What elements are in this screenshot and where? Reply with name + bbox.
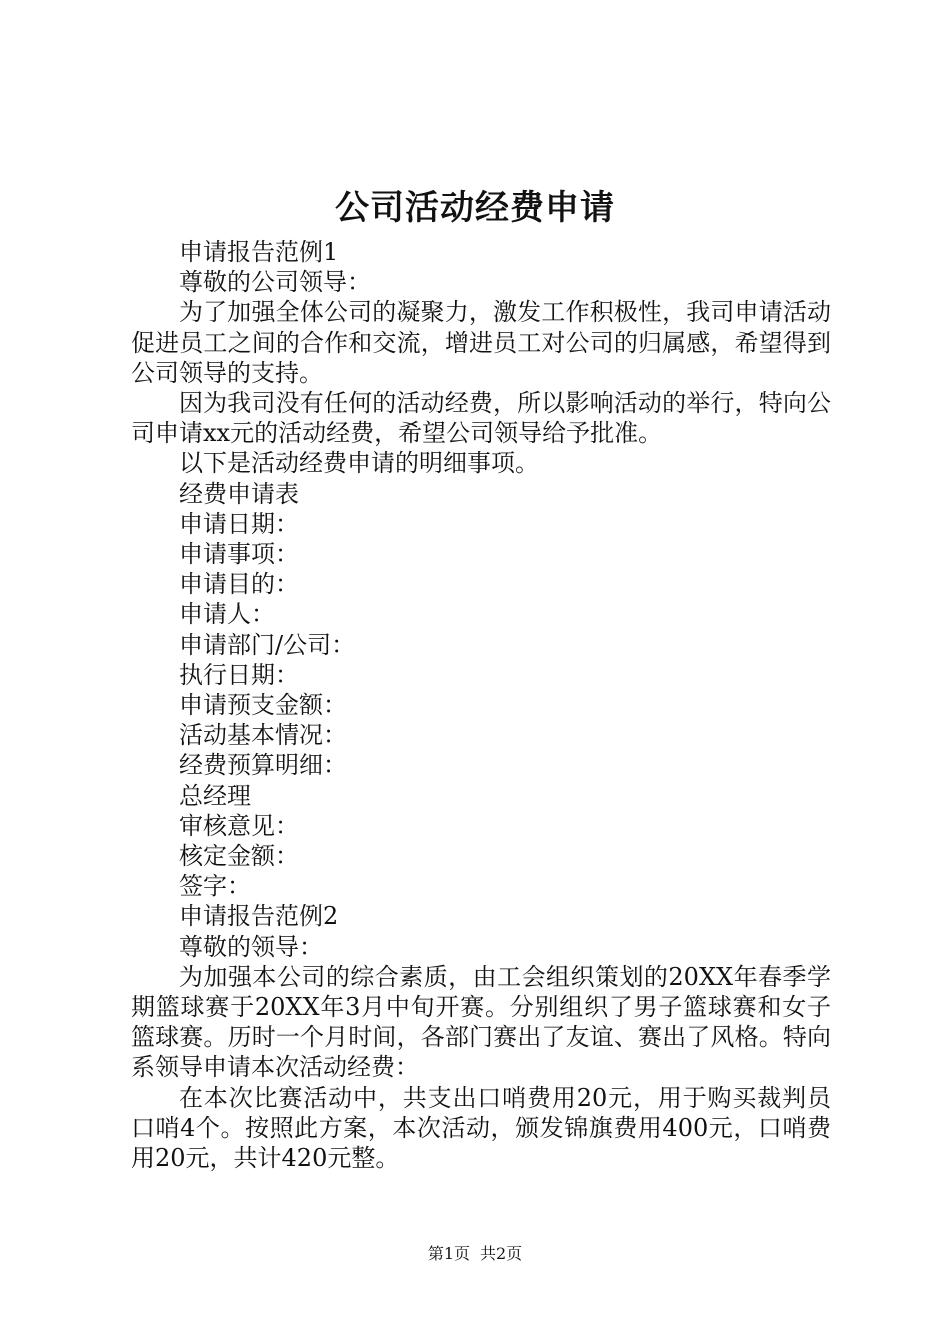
document-body <box>131 237 831 1173</box>
paragraph: 申请报告范例2 <box>179 902 339 931</box>
paragraph: 申请部门/公司： <box>179 630 356 659</box>
document-title: 公司活动经费申请 <box>335 188 615 228</box>
paragraph: 申请事项： <box>179 540 299 569</box>
paragraph: 申请报告范例1 <box>179 238 339 266</box>
paragraph: 为了加强全体公司的凝聚力，激发工作积极性，我司申请活动促进员工之间的合作和交流，增进员工对公司的归属感，希望得到公司领导的支持。 <box>131 298 831 387</box>
paragraph: 为加强本公司的综合素质，由工会组织策划的20XX年春季学期篮球赛于20XX年3月中旬开赛。分别组织了男子篮球赛和女子篮球赛。历时一个月时间，各部门赛出了友谊、赛出了风格。特向系领导申请本次活动经费： <box>131 962 831 1082</box>
paragraph: 申请人： <box>179 600 275 629</box>
paragraph: 在本次比赛活动中，共支出口哨费用20元，用于购买裁判员口哨4个。按照此方案，本次活动，颁发锦旗费用400元，口哨费用20元，共计420元整。 <box>131 1083 831 1173</box>
paragraph: 签字： <box>179 872 251 901</box>
page-footer <box>0 1242 950 1266</box>
paragraph: 以下是活动经费申请的明细事项。 <box>179 449 539 478</box>
paragraph: 经费申请表 <box>179 479 299 508</box>
paragraph: 申请日期： <box>179 509 299 538</box>
page-total: 共2页 <box>480 1244 523 1263</box>
paragraph: 因为我司没有任何的活动经费，所以影响活动的举行，特向公司申请xx元的活动经费，希望公司领导给予批准。 <box>131 389 831 448</box>
paragraph: 活动基本情况： <box>179 721 347 750</box>
paragraph: 核定金额： <box>179 842 299 871</box>
paragraph: 总经理 <box>179 781 251 810</box>
paragraph: 申请目的： <box>179 570 299 599</box>
paragraph: 审核意见： <box>179 811 299 840</box>
page-number: 第1页 <box>427 1244 470 1263</box>
paragraph: 申请预支金额： <box>179 691 347 720</box>
paragraph: 经费预算明细： <box>179 751 347 780</box>
paragraph: 执行日期： <box>179 660 299 689</box>
paragraph: 尊敬的领导： <box>179 932 323 961</box>
paragraph: 尊敬的公司领导： <box>179 268 371 297</box>
